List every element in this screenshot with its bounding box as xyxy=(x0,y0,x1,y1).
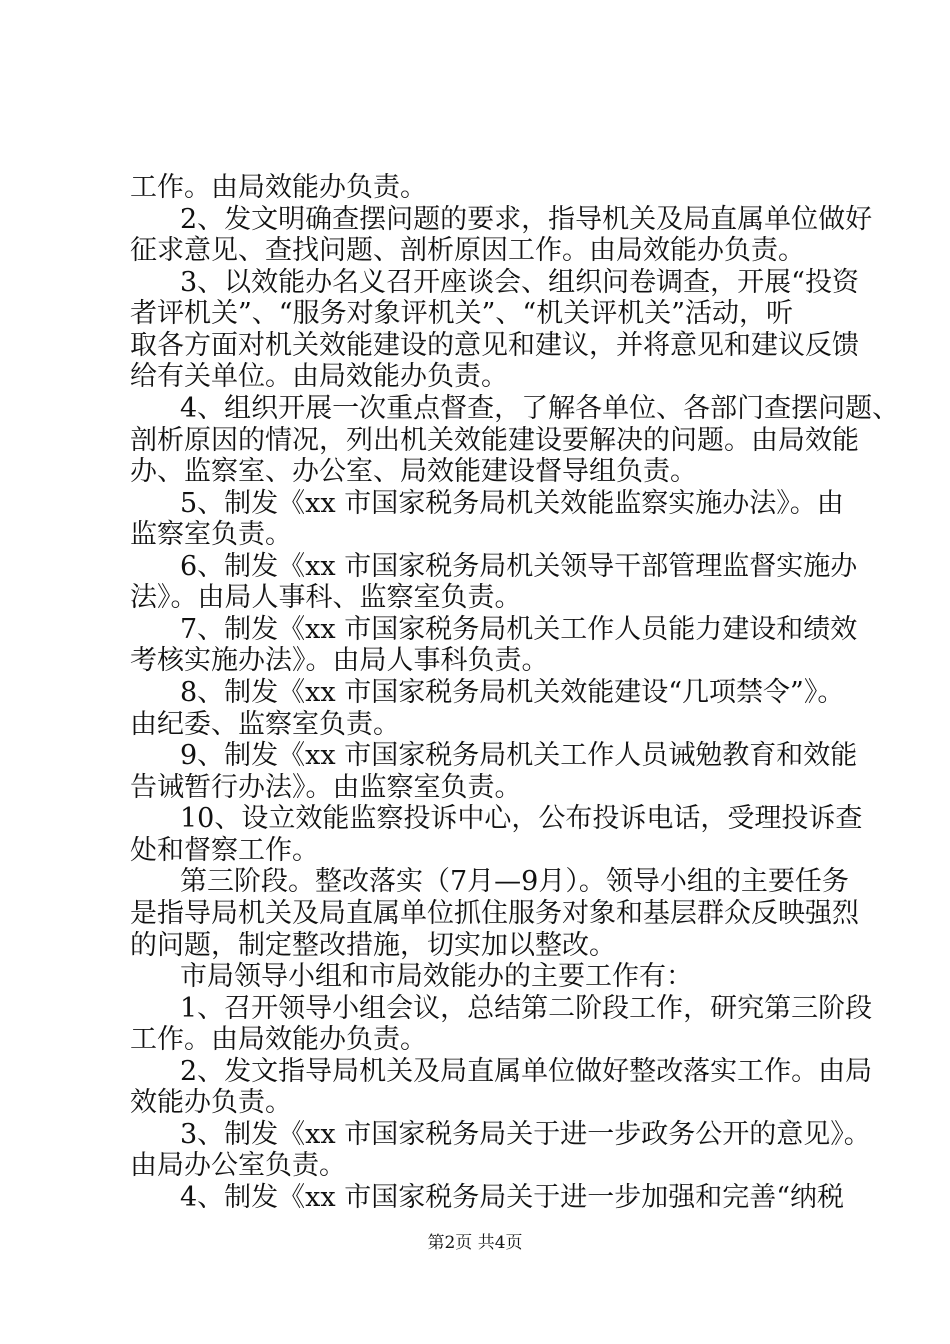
text-line: 工作。由局效能办负责。 xyxy=(130,172,427,203)
text-line: 8、制发《xx 市国家税务局机关效能建设“几项禁令”》。 xyxy=(180,677,845,708)
text-line: 是指导局机关及局直属单位抓住服务对象和基层群众反映强烈 xyxy=(130,897,859,929)
text-line: 工作。由局效能办负责。 xyxy=(130,1024,427,1056)
text-line: 由纪委、监察室负责。 xyxy=(130,708,400,740)
text-line: 处和督察工作。 xyxy=(130,834,319,866)
text-line: 由局办公室负责。 xyxy=(130,1150,346,1182)
text-line: 取各方面对机关效能建设的意见和建议，并将意见和建议反馈 xyxy=(130,329,859,361)
text-line: 9、制发《xx 市国家税务局机关工作人员诫勉教育和效能 xyxy=(180,740,858,772)
text-line: 10、设立效能监察投诉中心，公布投诉电话，受理投诉查 xyxy=(180,803,863,835)
text-line: 2、发文指导局机关及局直属单位做好整改落实工作。由局 xyxy=(180,1055,873,1087)
text-line: 剖析原因的情况，列出机关效能建设要解决的问题。由局效能 xyxy=(130,424,859,456)
text-line: 第三阶段。整改落实（7月—9月）。领导小组的主要任务 xyxy=(180,866,849,898)
text-line: 的问题，制定整改措施，切实加以整改。 xyxy=(130,929,616,961)
text-line: 市局领导小组和市局效能办的主要工作有： xyxy=(180,961,693,993)
text-line: 6、制发《xx 市国家税务局机关领导干部管理监督实施办 xyxy=(180,550,858,582)
text-line: 给有关单位。由局效能办负责。 xyxy=(130,361,508,393)
text-line: 7、制发《xx 市国家税务局机关工作人员能力建设和绩效 xyxy=(180,613,858,645)
text-line: 1、召开领导小组会议，总结第二阶段工作，研究第三阶段 xyxy=(180,992,873,1024)
text-line: 告诫暂行办法》。由监察室负责。 xyxy=(130,771,522,803)
text-line: 征求意见、查找问题、剖析原因工作。由局效能办负责。 xyxy=(130,235,805,267)
text-line: 考核实施办法》。由局人事科负责。 xyxy=(130,645,549,677)
text-line: 2、发文明确查摆问题的要求，指导机关及局直属单位做好 xyxy=(180,203,873,235)
text-line: 3、制发《xx 市国家税务局关于进一步政务公开的意见》。 xyxy=(180,1118,871,1150)
text-line: 5、制发《xx 市国家税务局机关效能监察实施办法》。由 xyxy=(180,487,844,519)
text-line: 效能办负责。 xyxy=(130,1087,292,1119)
text-line: 法》。由局人事科、监察室负责。 xyxy=(130,582,522,614)
text-line: 监察室负责。 xyxy=(130,519,292,551)
text-line: 者评机关”、“服务对象评机关”、“机关评机关”活动，听 xyxy=(130,298,794,330)
page-number-footer: 第2页 共4页 xyxy=(427,1233,523,1253)
text-line: 3、以效能办名义召开座谈会、组织问卷调查，开展“投资 xyxy=(180,266,859,298)
text-line: 4、组织开展一次重点督查，了解各单位、各部门查摆问题、 xyxy=(180,392,900,424)
text-line: 办、监察室、办公室、局效能建设督导组负责。 xyxy=(130,456,697,488)
text-line: 4、制发《xx 市国家税务局关于进一步加强和完善“纳税 xyxy=(180,1182,845,1213)
